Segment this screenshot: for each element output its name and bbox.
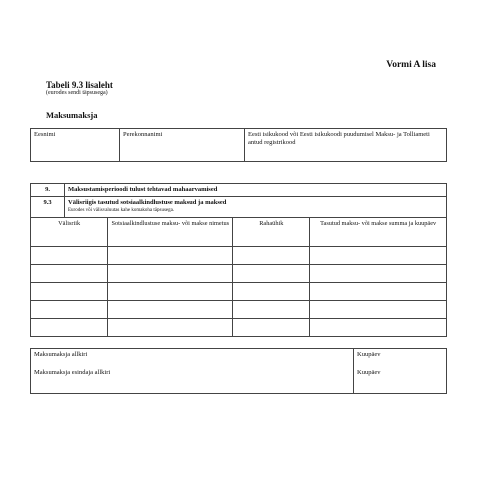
cell-payment-name[interactable]: [108, 282, 233, 300]
cell-amount-date[interactable]: [310, 264, 447, 282]
subsection-number: 9.3: [31, 197, 65, 217]
first-name-label: Eesnimi: [34, 131, 56, 138]
cell-currency[interactable]: [233, 246, 310, 264]
sheet-subtitle: (eurodes sendi täpsusega): [46, 90, 108, 96]
id-code-label: Eesti isikukood või Eesti isikukoodi puudumisel Maksu- ja Tolliameti antud registrikood: [248, 131, 430, 147]
cell-amount-date[interactable]: [310, 282, 447, 300]
date-field[interactable]: [354, 349, 447, 394]
signature-table: [30, 348, 447, 394]
section-table: [30, 183, 447, 337]
cell-amount-date[interactable]: [310, 246, 447, 264]
col-amount-date: Tasutud maksu- või makse summa ja kuupäev: [310, 217, 447, 246]
table-row: [31, 300, 447, 318]
subsection-note: Eurodes või välisvaluutas kahe komakoha täpsusega.: [68, 208, 175, 214]
col-payment-name: Sotsiaalkindlustuse maksu- või makse nimetus: [108, 217, 233, 246]
subsection-title-cell: [65, 197, 447, 217]
id-code-field[interactable]: [245, 129, 447, 162]
table-row: [31, 246, 447, 264]
cell-currency[interactable]: [233, 264, 310, 282]
subsection-title: Välisriigis tasutud sotsiaalkindlustuse maksud ja maksed: [68, 199, 227, 207]
signature-field[interactable]: [31, 349, 354, 394]
col-currency: Rahaühik: [233, 217, 310, 246]
first-name-field[interactable]: [31, 129, 120, 162]
sheet-title: Tabeli 9.3 lisaleht: [46, 80, 113, 90]
cell-country[interactable]: [31, 318, 108, 336]
cell-amount-date[interactable]: [310, 300, 447, 318]
form-title: Vormi A lisa: [386, 60, 436, 70]
cell-payment-name[interactable]: [108, 246, 233, 264]
representative-signature-label: Maksumaksja esindaja allkiri: [34, 369, 111, 377]
identity-table: [30, 128, 447, 162]
date-label-1: Kuupäev: [357, 351, 381, 358]
last-name-field[interactable]: [120, 129, 245, 162]
cell-payment-name[interactable]: [108, 300, 233, 318]
cell-country[interactable]: [31, 282, 108, 300]
cell-amount-date[interactable]: [310, 318, 447, 336]
cell-country[interactable]: [31, 246, 108, 264]
payer-title: Maksumaksja: [46, 110, 98, 120]
cell-country[interactable]: [31, 300, 108, 318]
col-country: Välisriik: [31, 217, 108, 246]
section-title: Maksustamisperioodi tulust tehtavad mahaarvamised: [65, 184, 447, 197]
date-label-2: Kuupäev: [357, 369, 381, 377]
last-name-label: Perekonnanimi: [123, 131, 163, 138]
table-row: [31, 264, 447, 282]
cell-currency[interactable]: [233, 282, 310, 300]
cell-payment-name[interactable]: [108, 318, 233, 336]
section-number: 9.: [31, 184, 65, 197]
cell-payment-name[interactable]: [108, 264, 233, 282]
cell-currency[interactable]: [233, 318, 310, 336]
table-row: [31, 282, 447, 300]
table-row: [31, 318, 447, 336]
payer-signature-label: Maksumaksja allkiri: [34, 351, 88, 358]
cell-currency[interactable]: [233, 300, 310, 318]
cell-country[interactable]: [31, 264, 108, 282]
